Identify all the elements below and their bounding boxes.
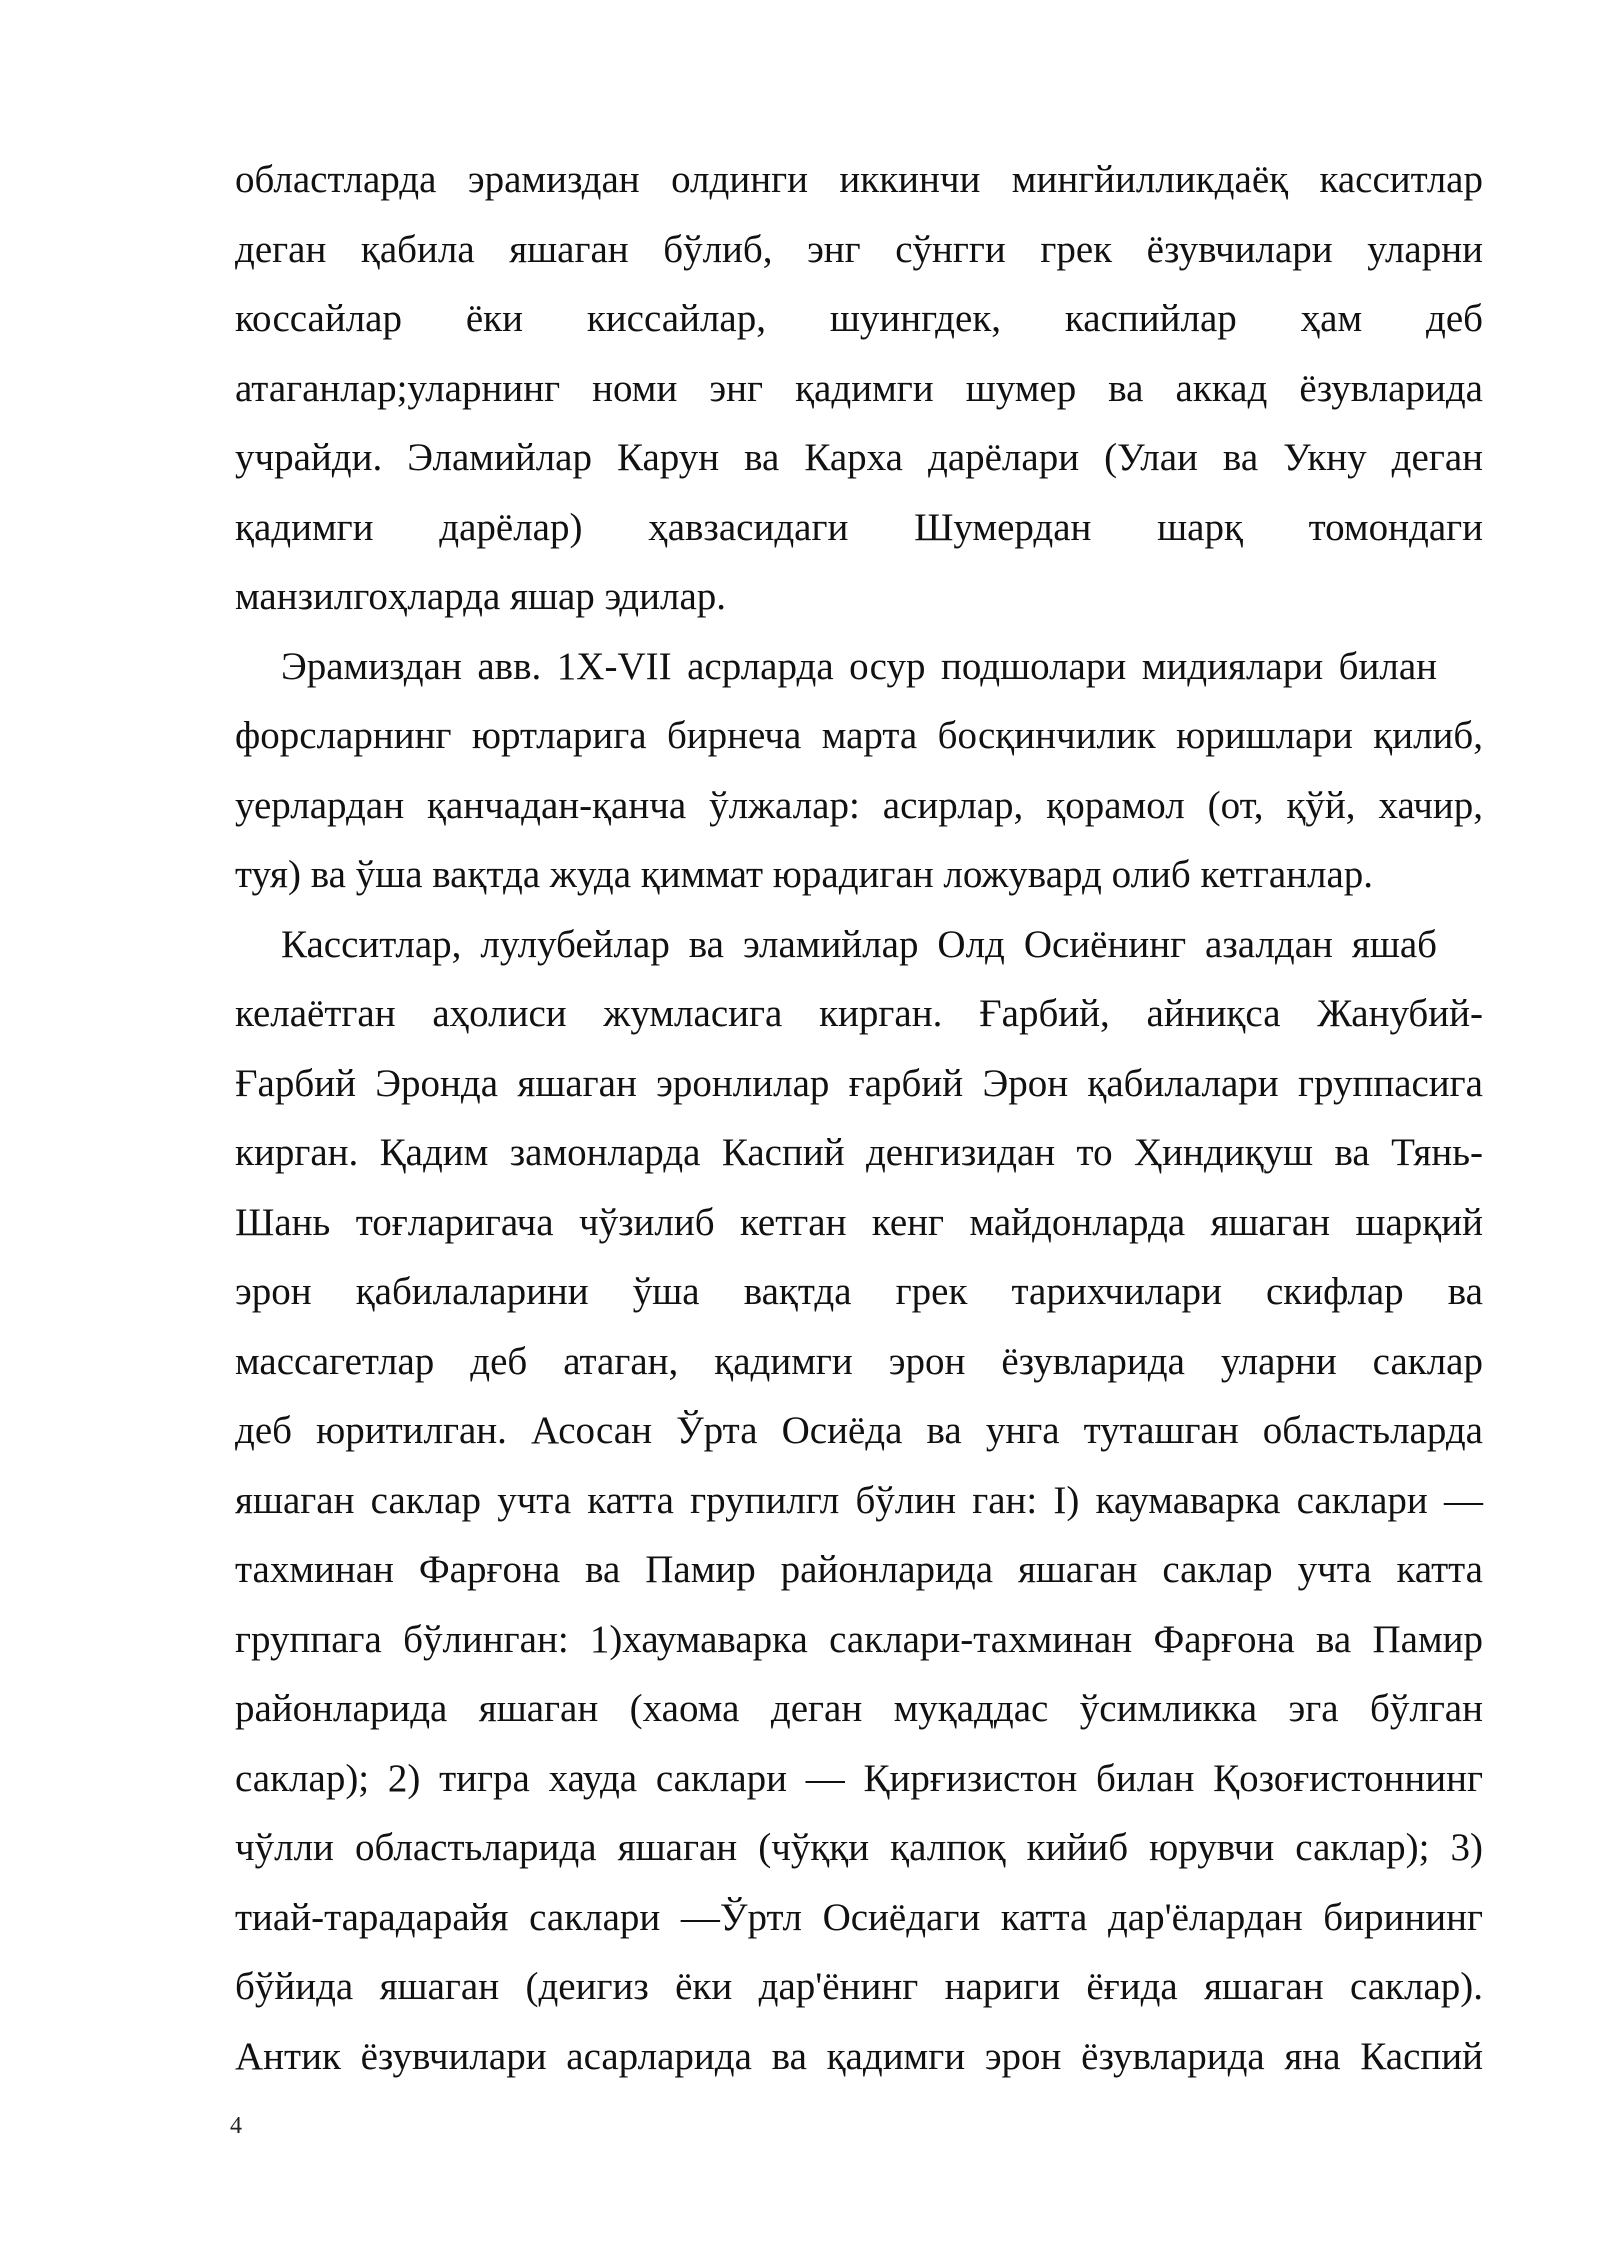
text-line: эрон қабилаларини ўша вақтда грек тарихчилари скифлар ва [235,1270,1483,1313]
text-line: саклар); 2) тигра хауда саклари — Қирғизистон билан Қозоғистоннинг [235,1756,1483,1800]
text-line: форсларнинг юртларига бирнеча марта босқинчилик юришлари қилиб, [235,714,1483,757]
text-line: яшаган саклар учта катта групилгл бўлин ган: I) каумаварка саклари — [235,1478,1483,1522]
text-line: Касситлар, лулубейлар ва эламийлар Олд Осиёнинг азалдан яшаб [281,922,1437,966]
text-line: учрайди. Эламийлар Карун ва Карха дарёлари (Улаи ва Укну деган [235,436,1483,479]
text-line: Эрамиздан авв. 1Х-VII асрларда осур подшолари мидиялари билан [281,644,1437,688]
page-number: 4 [230,2113,242,2139]
text-line: кирган. Қадим замонларда Каспий денгизидан то Ҳиндиқуш ва Тянь- [235,1131,1483,1174]
text-line: келаётган аҳолиси жумласига кирган. Ғарбий, айниқса Жанубий- [235,992,1483,1035]
text-line: уерлардан қанчадан-қанча ўлжалар: асирлар, қорамол (от, қўй, хачир, [235,783,1483,827]
text-line: деб юритилган. Асосан Ўрта Осиёда ва унга туташган областьларда [235,1409,1483,1452]
text-line: тахминан Фарғона ва Памир районларида яшаган саклар учта катта [235,1548,1483,1591]
text-line: коссайлар ёки киссайлар, шуингдек, каспийлар ҳам деб [235,297,1483,340]
text-line: тиай-тарадарайя саклари —Ўртл Осиёдаги катта дар'ёлардан бирининг [235,1895,1483,1939]
text-line: Ғарбий Эронда яшаган эронлилар ғарбий Эрон қабилалари группасига [235,1061,1483,1105]
text-line: районларида яшаган (хаома деган муқаддас ўсимликка эга бўлган [235,1687,1483,1730]
text-line: Антик ёзувчилари асарларида ва қадимги эрон ёзувларида яна Каспий [235,2034,1483,2078]
text-line: атаганлар;уларнинг номи энг қадимги шумер ва аккад ёзувларида [235,366,1483,410]
text-line: чўлли областьларида яшаган (чўққи қалпоқ кийиб юрувчи саклар); 3) [235,1826,1483,1869]
text-line: манзилгоҳларда яшар эдилар. [235,575,727,618]
text-line: деган қабила яшаган бўлиб, энг сўнгги грек ёзувчилари уларни [235,227,1483,271]
paragraph-1 [235,145,1483,632]
text-line: қадимги дарёлар) ҳавзасидаги Шумердан шарқ томондаги [235,505,1483,549]
paragraph-3 [235,910,1483,2092]
text-line: группага бўлинган: 1)хаумаварка саклари-тахминан Фарғона ва Памир [235,1617,1483,1661]
text-line: областларда эрамиздан олдинги иккинчи мингйилликдаёқ касситлар [235,158,1483,201]
document-body [235,145,1483,2091]
text-line: туя) ва ўша вақтда жуда қиммат юрадиган ложувард олиб кетганлар. [235,853,1374,896]
paragraph-2 [235,632,1483,910]
text-line: Шань тоғларигача чўзилиб кетган кенг майдонларда яшаган шарқий [235,1200,1483,1244]
text-line: массагетлар деб атаган, қадимги эрон ёзувларида уларни саклар [235,1339,1483,1383]
text-line: бўйида яшаган (деигиз ёки дар'ёнинг нариги ёғида яшаган саклар). [235,1965,1483,2008]
